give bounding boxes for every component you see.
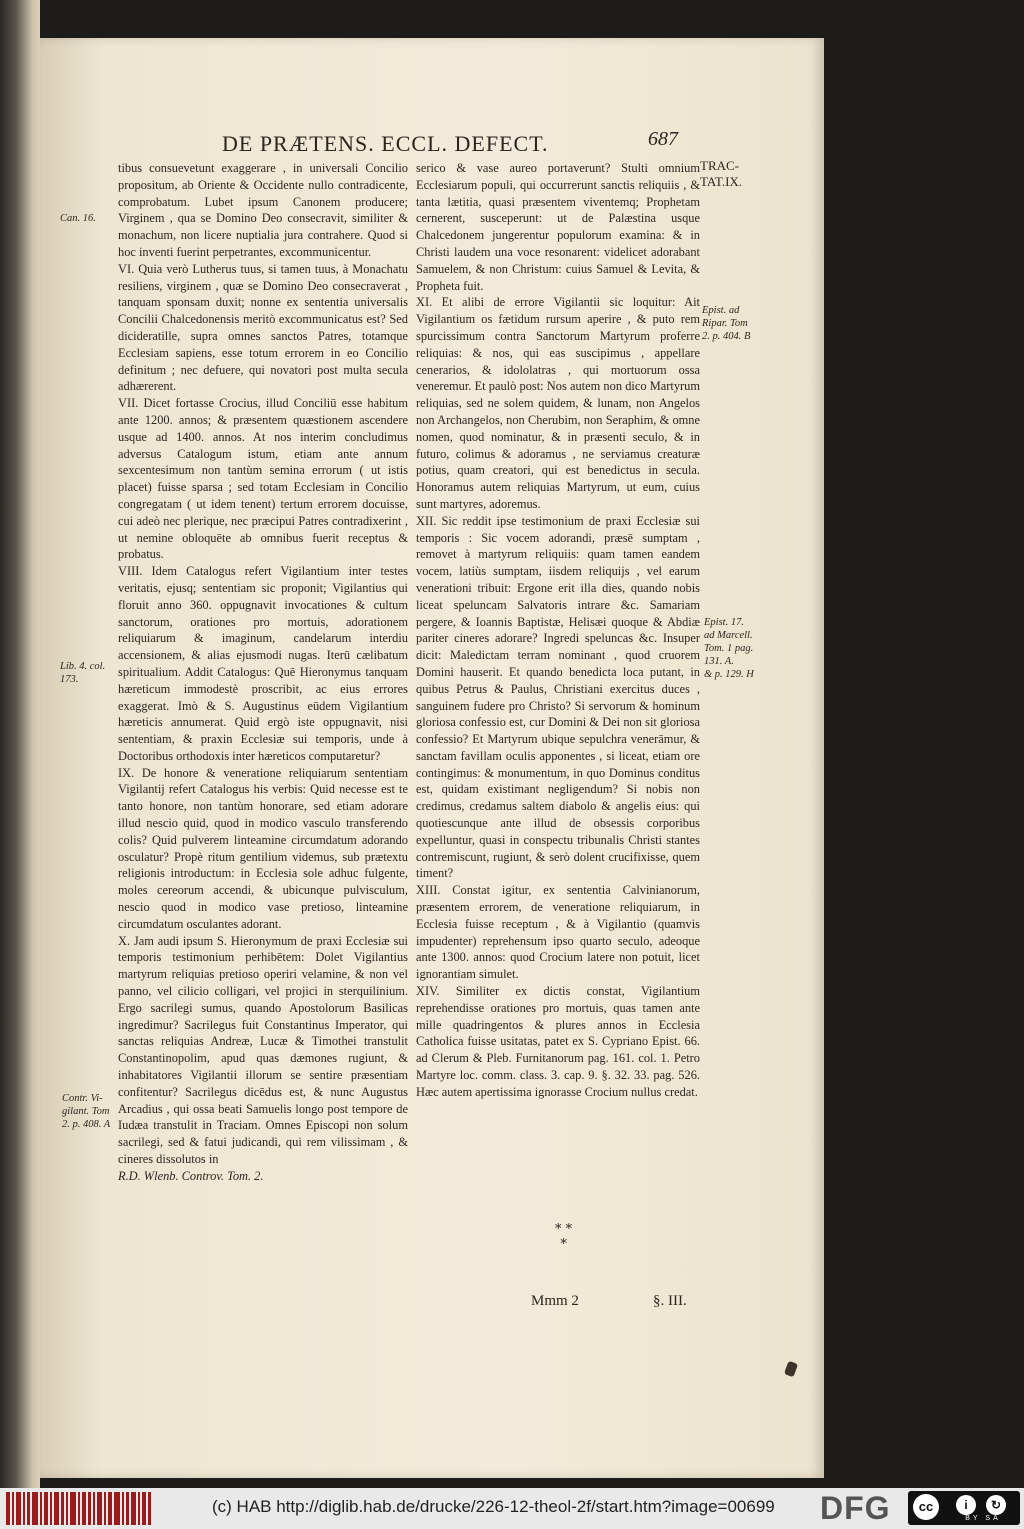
left-paragraph: VIII. Idem Catalogus refert Vigilantium inter testes veritatis, ejusq; sententiam sic proponit; Vigilantius qui floruit anno 360. oppugnavit invocationes & cultum sanctorum, orationes pro mortuis, adorationem reliquiarum & imaginum, candelarum interdiu accensionem, & alias ejusmodi nugas. Iterū cælibatum spiritualium. Addit Catalogus: Quē Hieronymus tanquam hæreticum immodestè proscribit, ac eius errores exaggerat. Imò & S. Augustinus eūdem Vigilantium hæreticis annumerat. Quid ergò iste oppugnavit, nisi sententiam, & praxin Ecclesiæ sui temporis, unde à Doctoribus orthodoxis inter hæreticos computaretur? xyxy=(118,564,408,763)
right-paragraph: serico & vase aureo portaverunt? Stulti omnium Ecclesiarum populi, qui occurrerunt sanctis reliquiis , & tanta lætitia, quasi præsentem viventemq; Prophetam cernerent, susceperunt: ut de Palæstina usque Chalcedonem jungerentur populorum examina: & in Christi laudem una voce resonarent: videlicet adorabant Samuelem, & non Christum: cuius Samuel & Levita, & Propheta fuit. xyxy=(416,161,700,293)
right-paragraph: XIV. Similiter ex dictis constat, Vigilantium reprehendisse orationes pro mortuis, quas tamen ante mille quadringentos & plures annos in Ecclesia Catholica fuisse usitatas, patet ex S. Cypriano Epist. 66. ad Clerum & Pleb. Furnitanorum pag. 161. col. 1. Petro Martyre loc. comm. class. 3. cap. 9. §. 32. 33. pag. 526. Hæc autem apertissima ignorasse Crocium nullus credat. xyxy=(416,984,700,1099)
right-paragraph: XII. Sic reddit ipse testimonium de praxi Ecclesiæ sui temporis : Sic vocem adorandi, præsē sumptam , removet à martyrum reliquiis: quam tamen eandem vocem, latiùs sumptam, iisdem reliquijs , vel earum venerationi tribuit: Ergone erit illa dies, quando nobis liceat speluncam Salvatoris intrare &c. Samariam pergere, & Ioannis Baptistæ, Helisæi quoque & Abdiæ pariter cineres adorare? Ingredi speluncas &c. Insuper dicit: Maledictam terram nominant , quod cruorem Domini hauserit. Et quando benedicta loca putant, in quibus Petrus & Paulus, Christiani exercitus duces , sanguinem fudere pro Christo? Si servorum & hominum gloriosa confessio est, cur Domini & Dei non sit gloriosa confessio? Et Martyrum ubique sepulchra venerāmur, & sanctam favillam oculis apponentes , si liceat, etiam ore contingimus: & monumentum, in quo Dominus conditus est, quidam existimant negligendum? Si nobis non credimus, credamus saltem diabolo & angelis eius: qui quotiescunque ante illud de obsessis corporibus expelluntur, quasi in conspectu tribunalis Christi stantes contremiscunt, rugiunt, & serò dolent crucifixisse, quem timent? xyxy=(416,513,700,881)
right-column xyxy=(416,160,700,1101)
cc-license-badge[interactable] xyxy=(908,1491,1020,1525)
tract-label: TRAC- TAT.IX. xyxy=(700,158,743,189)
cc-icon: cc xyxy=(913,1494,939,1520)
barcode-logo xyxy=(6,1492,156,1525)
book-spine xyxy=(0,0,40,1488)
margin-note-lib4: Lib. 4. col. 173. xyxy=(60,661,106,685)
margin-note-can16: Can. 16. xyxy=(60,213,96,224)
left-paragraph: VI. Quia verò Lutherus tuus, si tamen tuus, à Monachatu resiliens, virginem , quæ se Domino Deo consecraverat , tanquam sponsam duxit; nonne ex sententia universalis Concilii Chalcedonensis meritò excommunicatus est? Sed dicideratille, supra omnes sanctos Patres, totamque Ecclesiam sapiens, esse totum errorem in eo Concilio definitum ; nec defuere, qui novatori post multa secula adhærerent. xyxy=(118,261,408,394)
signature-mark: Mmm 2 xyxy=(531,1293,579,1309)
left-bottom-line: R.D. Wlenb. Controv. Tom. 2. xyxy=(118,1168,264,1183)
attribution-link[interactable]: (c) HAB http://diglib.hab.de/drucke/226-12-theol-2f/start.htm?image=00699 xyxy=(212,1497,775,1516)
margin-note-contr: Contr. Vi- gilant. Tom 2. p. 408. A xyxy=(62,1093,111,1130)
sa-icon: ↻ xyxy=(986,1495,1006,1515)
ornament-asterisks: * * * xyxy=(555,1222,573,1252)
margin-note-epist17: Epist. 17. ad Marcell. Tom. 1 pag. 131. A. & p. 129. H xyxy=(704,617,754,680)
page-number: 687 xyxy=(648,128,678,150)
license-labels: BY SA xyxy=(965,1515,1001,1522)
running-title: DE PRÆTENS. ECCL. DEFECT. xyxy=(222,131,549,156)
dfg-logo: DFG xyxy=(820,1490,891,1526)
left-paragraph: VII. Dicet fortasse Crocius, illud Conciliū esse habitum ante 1200. annos; & præsentem quæstionem ascendere usque ad 1400. annos. At nos interim concludimus adversus Catalogum istum, etiam ante annum sexcentesimum non tantùm semina errorum ( ut istis placet) fuisse sparsa ; sed totam Ecclesiam in Concilio congregatam ( ut idem tenent) tertum errorem docuisse, cui adeò nec plerique, nec præcipui Patres contradixerint , ut nemine obloquēte ab omnibus fuerit receptus & probatus. xyxy=(118,396,408,562)
left-paragraph: tibus consuevetunt exaggerare , in universali Concilio propositum, ab Oriente & Occidente nullo contradicente, comprobatum. Lubet ipsum Canonem producere; Virginem , qua se Domino Deo consecravit, similiter & monachum, non licere nuptialia jura contrahere. Quod si hoc inventi fuerint perpetrantes, excommunicentur. xyxy=(118,161,408,259)
left-column xyxy=(118,160,408,1185)
left-paragraph: X. Jam audi ipsum S. Hieronymum de praxi Ecclesiæ sui temporis testimonium perhibētem: Dolet Vigilantius martyrum reliquias pretioso operiri velamine, & non vel panno, vel cilicio colligari, vel projici in sterquilinium. Ergo sacrilegi sumus, quando Apostolorum Basilicas ingredimur? Sacrilegus fuit Constantinus Imperator, qui sanctas reliquias Andreæ, Lucæ & Timothei transtulit Constantinopolim, apud quas dæmones rugiunt, & inhabitatores Vigilantii illorum se sentire præsentiam confitentur? Sacrilegus dicēdus est, & nunc Augustus Arcadius , qui ossa beati Samuelis longo post tempore de Iudæa transtulit in Traciam. Omnes Episcopi non solum sacrilegi, sed & fatui judicandi, qui rem vilissimam , & cineres dissolutos in xyxy=(118,933,408,1167)
left-paragraph: IX. De honore & veneratione reliquiarum sententiam Vigilantij refert Catalogus his verbis: Quid necesse est te tanto honore, non tantùm honorare, sed etiam adorare illud nescio quid, quod in modico vasculo transferendo colis? Quid pulverem linteamine circumdatum adorando osculatur? Propè ritum gentilium videmus, sub prætextu religionis introductum: in Ecclesia sole adhuc fulgente, moles cereorum accendi, & ubicunque pulvisculum, nescio quod in modico vase pretioso, linteamine circumdatum osculantes adorant. xyxy=(118,765,408,931)
margin-note-epist-ripar: Epist. ad Ripar. Tom 2. p. 404. B xyxy=(702,305,751,342)
by-icon: i xyxy=(956,1495,976,1515)
right-paragraph: XI. Et alibi de errore Vigilantii sic loquitur: Ait Vigilantium os fætidum rursum aperire , & puto rem spurcissimum contra Sanctorum Martyrum proferre reliquias: & nos, qui eas suscipimus , appellare cenerarios, & idololatras , qui mortuorum ossa veneremur. Et paulò post: Nos autem non dico Martyrum reliquias, sed ne solem quidem, & lunam, non Angelos non Archangelos, non Cherubim, non Seraphim, & omne nomen, quod nominatur, & in præsenti seculo, & in futuro, colimus & adoramus , ne serviamus creaturæ potius, quam creatori, qui est benedictus in secula. Honoramus autem reliquias Martyrum, ut eum, cuius sunt martyres, adoremus. xyxy=(416,295,700,511)
catchword: §. III. xyxy=(653,1293,687,1309)
right-paragraph: XIII. Constat igitur, ex sententia Calvinianorum, præsentem errorem, de veneratione reliquiarum, in Ecclesia fuisse receptum , & à Vigilantio (quamvis impudenter) reprehensum ipso quarto seculo, adeoque ante 1300. annos: quod Crocium latere non potuit, licet ignorantiam simulet. xyxy=(416,883,700,982)
